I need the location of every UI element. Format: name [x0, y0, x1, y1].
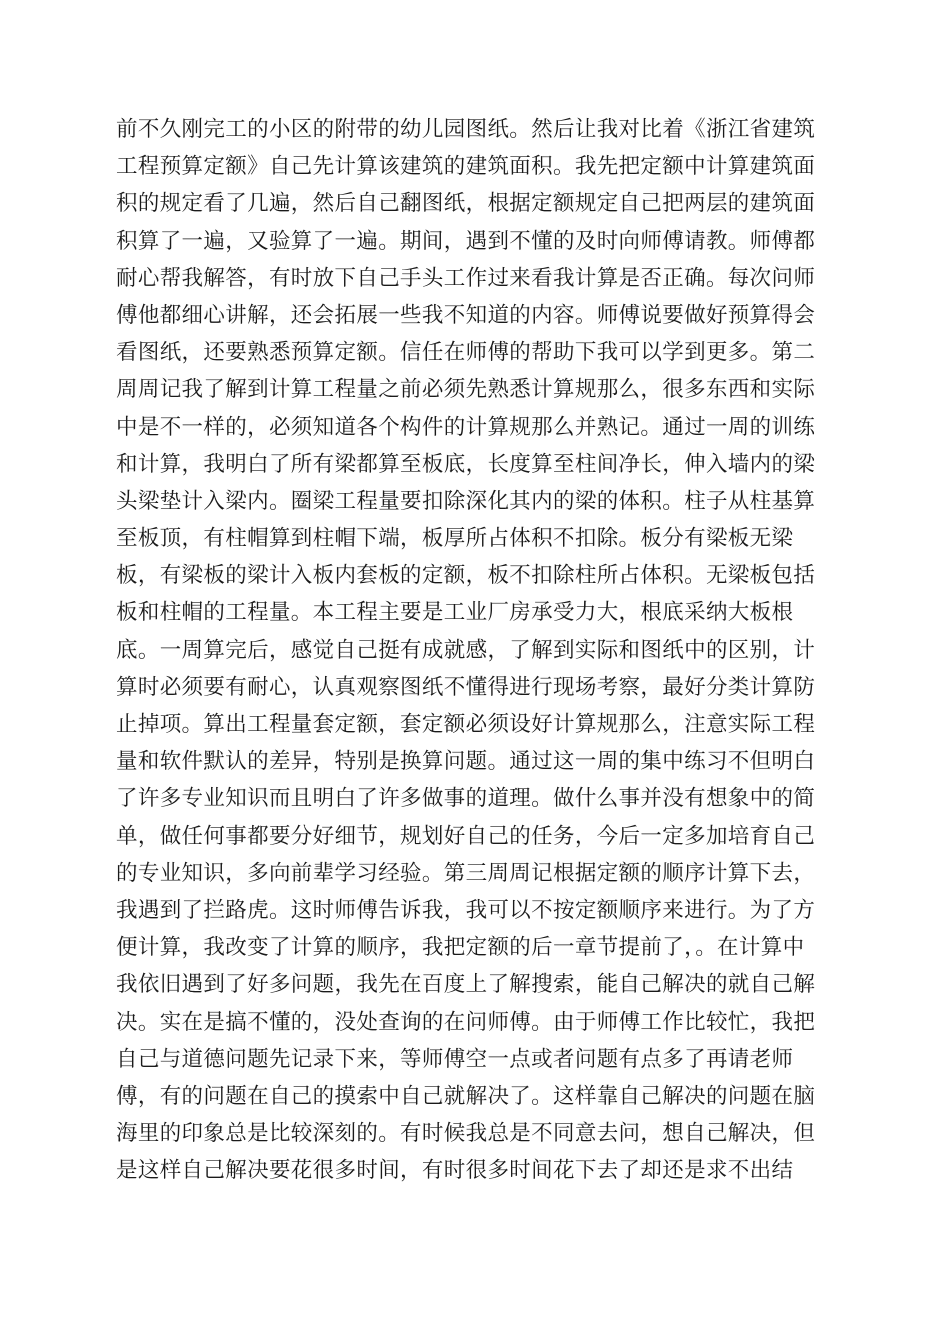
text-line: 工程预算定额》自己先计算该建筑的建筑面积。我先把定额中计算建筑面: [116, 154, 816, 180]
text-line: 我遇到了拦路虎。这时师傅告诉我，我可以不按定额顺序来进行。为了方: [116, 897, 816, 923]
text-line: 周周记我了解到计算工程量之前必须先熟悉计算规那么，很多东西和实际: [116, 377, 816, 403]
text-line: 的专业知识，多向前辈学习经验。第三周周记根据定额的顺序计算下去，: [116, 860, 816, 886]
text-line: 止掉项。算出工程量套定额，套定额必须设好计算规那么，注意实际工程: [116, 712, 816, 737]
text-line: 至板顶，有柱帽算到柱帽下端，板厚所占体积不扣除。板分有梁板无梁: [116, 526, 794, 552]
text-line: 头梁垫计入梁内。圈梁工程量要扣除深化其内的梁的体积。柱子从柱基算: [116, 488, 816, 514]
text-line: 自己与道德问题先记录下来，等师傅空一点或者问题有点多了再请老师: [116, 1046, 794, 1072]
text-line: 和计算，我明白了所有梁都算至板底，长度算至柱间净长，伸入墙内的梁: [116, 451, 816, 477]
text-line: 便计算，我改变了计算的顺序，我把定额的后一章节提前了，。在计算中: [116, 935, 805, 961]
text-line: 我依旧遇到了好多问题，我先在百度上了解搜索，能自己解决的就自己解: [116, 972, 816, 998]
text-line: 前不久刚完工的小区的附带的幼儿园图纸。然后让我对比着《浙江省建筑: [116, 117, 816, 142]
text-line: 单，做任何事都要分好细节，规划好自己的任务，今后一定多加培育自己: [116, 823, 816, 849]
text-line: 决。实在是搞不懂的，没处查询的在问师傅。由于师傅工作比较忙，我把: [116, 1009, 816, 1035]
text-line: 量和软件默认的差异，特别是换算问题。通过这一周的集中练习不但明白: [116, 749, 816, 775]
text-line: 算时必须要有耐心，认真观察图纸不懂得进行现场考察，最好分类计算防: [116, 674, 816, 700]
text-line: 傅，有的问题在自己的摸索中自己就解决了。这样靠自己解决的问题在脑: [116, 1083, 816, 1109]
text-line: 傅他都细心讲解，还会拓展一些我不知道的内容。师傅说要做好预算得会: [116, 302, 816, 328]
text-line: 中是不一样的，必须知道各个构件的计算规那么并熟记。通过一周的训练: [116, 414, 816, 440]
text-line: 板和柱帽的工程量。本工程主要是工业厂房承受力大，根底采纳大板根: [116, 600, 794, 626]
text-line: 积的规定看了几遍，然后自己翻图纸，根据定额规定自己把两层的建筑面: [116, 191, 816, 217]
text-line: 耐心帮我解答，有时放下自己手头工作过来看我计算是否正确。每次问师: [116, 265, 816, 291]
body-text: [116, 111, 836, 1189]
text-line: 了许多专业知识而且明白了许多做事的道理。做什么事并没有想象中的简: [116, 786, 816, 812]
text-line: 板，有梁板的梁计入板内套板的定额，板不扣除柱所占体积。无梁板包括: [116, 563, 816, 589]
text-line: 是这样自己解决要花很多时间，有时很多时间花下去了却还是求不出结: [116, 1158, 794, 1184]
text-line: 看图纸，还要熟悉预算定额。信任在师傅的帮助下我可以学到更多。第二: [116, 340, 816, 366]
text-line: 海里的印象总是比较深刻的。有时候我总是不同意去问，想自己解决，但: [116, 1121, 816, 1147]
text-line: 积算了一遍，又验算了一遍。期间，遇到不懂的及时向师傅请教。师傅都: [116, 228, 816, 254]
text-line: 底。一周算完后，感觉自己挺有成就感，了解到实际和图纸中的区别，计: [116, 637, 816, 663]
